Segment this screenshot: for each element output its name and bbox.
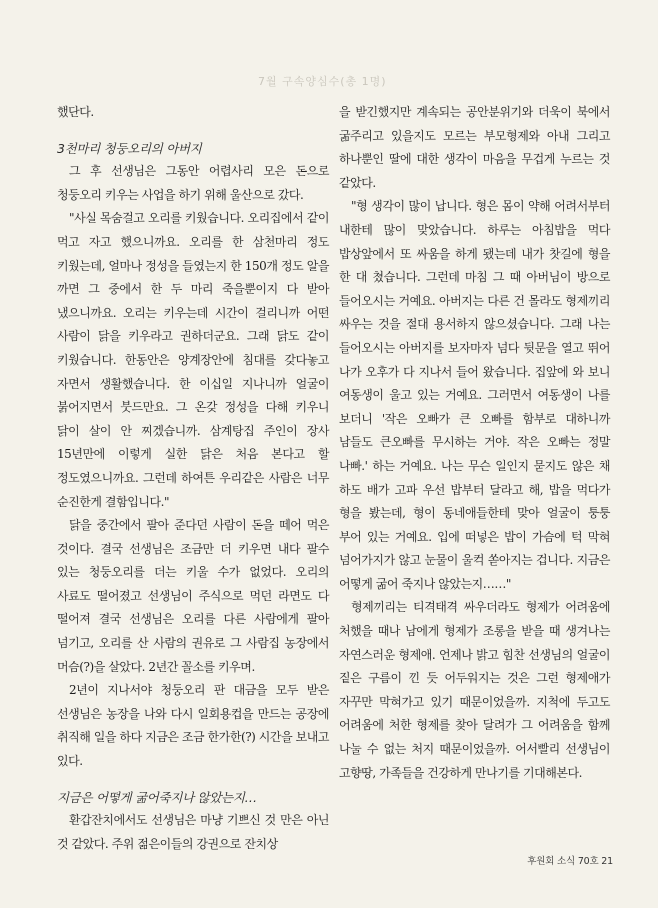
left-column	[57, 101, 329, 856]
paragraph: 닭을 중간에서 팔아 준다던 사람이 돈을 떼어 먹은 것이다. 결국 선생님은 조금만 더 키우면 내다 팔수 있는 청둥오리를 더는 키울 수가 없었다. 오리의 사료도 떨어졌고 선생님이 주식으로 먹던 라면도 다 떨어져 결국 선생님은 오리를 다른 사람에게 팔아 넘기고, 오리를 산 사람의 권유로 그 사람집 농장에서 머슴(?)을 살았다. 2년간 꼴소를 키우며.	[57, 518, 329, 674]
quote-paragraph: "사실 목숨걸고 오리를 키웠습니다. 오리집에서 같이 먹고 자고 했으니까요. 오리를 한 삼천마리 정도 키웠는데, 얼마나 정성을 들였는지 한 150개 정도 알을 까면 그 중에서 한 두 마리 죽을뿐이지 다 받아 냈으니까요. 오리는 키우는데 시간이 걸리니까 어떤 사람이 닭을 키우라고 권하더군요. 그래 닭도 같이 키웠습니다. 한동안은 양계장안에 침대를 갖다놓고 자면서 생활했습니다. 한 이십일 지나니까 얼굴이 붉어지면서 붓드만요. 그 온갖 정성을 다해 키우니 닭이 살이 안 찌겠습니까. 삼계탕집 주인이 장사 15년만에 이렇게 실한 닭은 처음 본다고 할 정도였으니까요. 그런데 하여튼 우리같은 사람은 너무 순진한게 결함입니다."	[57, 211, 329, 509]
section-heading: 3천마리 청둥오리의 아버지	[57, 140, 202, 156]
quote-paragraph: "형 생각이 많이 납니다. 형은 몸이 약해 어려서부터 내한테 많이 맞았습니다. 하루는 아침밥을 먹다 밥상앞에서 또 싸움을 하게 됐는데 내가 찻길에 형을 한 대 쳤습니다. 그런데 마침 그 때 아버님이 방으로 들어오시는 거예요. 아버지는 다른 건 몰라도 형제끼리 싸우는 것을 절대 용서하지 않으셨습니다. 그래 나는 들어오시는 아버지를 보자마자 넘다 뒷문을 열고 뛰어 나가 오후가 다 지나서 들어 왔습니다. 집앞에 와 보니 여동생이 울고 있는 거예요. 그러면서 여동생이 나를 보더니 '작은 오빠가 큰 오빠를 함부로 대하니까 남들도 큰오빠를 무시하는 거야. 작은 오빠는 정말 나빠.' 하는 거예요. 나는 무슨 일인지 묻지도 않은 채 하도 배가 고파 우선 밥부터 달라고 해, 밥을 먹다가 형을 봤는데, 형이 동네애들한테 맞아 얼굴이 퉁퉁 부어 있는 거예요. 입에 떠넣은 밥이 가슴에 턱 막혀 넘어가지가 않고 눈물이 울컥 쏟아지는 겁니다. 지금은 어떻게 굶어 죽지나 않았는지……"	[339, 199, 610, 591]
page-footer: 후원회 소식 70호 21	[527, 856, 613, 867]
right-column	[339, 101, 610, 785]
paragraph: 2년이 지나서야 청둥오리 판 대금을 모두 받은 선생님은 농장을 나와 다시 일회용컵을 만드는 공장에 취직해 일을 하다 지금은 조금 한가한(?) 시간을 보내고 있다.	[57, 683, 329, 769]
paragraph: 했단다.	[57, 105, 94, 119]
faded-header-text: 7월 구속양심수(총 1명)	[258, 75, 387, 88]
paragraph: 환갑잔치에서도 선생님은 마냥 기쁘신 것 만은 아닌 것 같았다. 주위 젊은이들의 강권으로 잔치상	[57, 813, 329, 851]
paragraph: 을 받긴했지만 계속되는 공안분위기와 더욱이 북에서 굶주리고 있을지도 모르는 부모형제와 아내 그리고 하나뿐인 딸에 대한 생각이 마음을 무겁게 누르는 것 같았다.	[339, 105, 610, 190]
section-heading: 지금은 어떻게 굶어죽지나 않았는지…	[57, 789, 257, 805]
paragraph: 그 후 선생님은 그동안 어렵사리 모은 돈으로 청둥오리 키우는 사업을 하기 위해 울산으로 갔다.	[57, 164, 329, 202]
paragraph: 형제끼리는 티격태격 싸우더라도 형제가 어려움에 처했을 때나 남에게 형제가 조롱을 받을 때 생겨나는 자연스러운 형제애. 언제나 밝고 힘찬 선생님의 얼굴이 짙은 구름이 낀 듯 어두워지는 것은 그런 형제애가 자꾸만 막혀가고 있기 때문이었을까. 지척에 두고도 어려움에 처한 형제를 찾아 달려가 그 어려움을 함께 나눌 수 없는 처지 때문이었을까. 어서빨리 선생님이 고향땅, 가족들을 건강하게 만나기를 기대해본다.	[339, 600, 610, 780]
